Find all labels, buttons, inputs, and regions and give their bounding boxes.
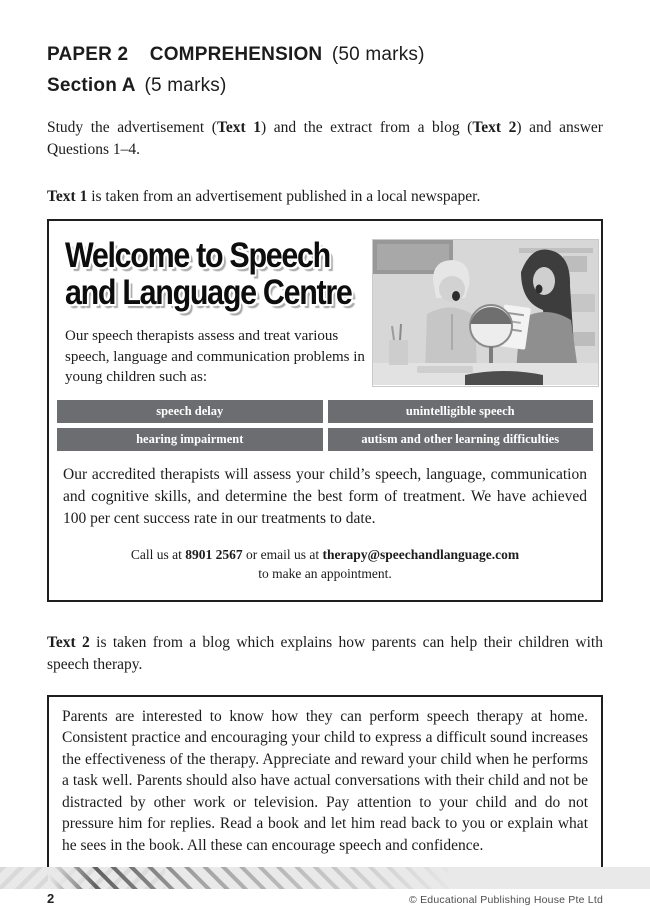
- section-marks: (5 marks): [144, 75, 227, 96]
- text1-source-line: [47, 186, 603, 208]
- text1-label: Text 1: [47, 187, 88, 205]
- instructions-part: ) and answer Questions 1–4.: [47, 119, 603, 159]
- copyright-notice: © Educational Publishing House Pte Ltd: [409, 894, 603, 906]
- decorative-stripe-band: [0, 867, 650, 889]
- text2-ref: Text 2: [472, 119, 517, 136]
- table-cell-autism-difficulties: autism and other learning difficulties: [328, 428, 594, 451]
- ad-heading-line1: Welcome to Speech: [65, 236, 330, 276]
- paper-title: [47, 44, 603, 66]
- text2-source-line: [47, 632, 603, 677]
- instructions-part: Study the advertisement (: [47, 119, 217, 136]
- ad-body-text: Our accredited therapists will assess your child’s speech, language, communication and cognitive skills, and determine the best form of treatment. We have achieved 100 per cent success rate in our treatments to date.: [63, 466, 587, 527]
- text2-label: Text 2: [47, 634, 90, 651]
- therapy-session-photo: [373, 240, 598, 385]
- instructions-text: [47, 117, 603, 162]
- problems-table: [57, 400, 593, 451]
- page-number: 2: [47, 891, 55, 906]
- cta-line2: to make an appointment.: [258, 566, 392, 582]
- paper-number: PAPER 2: [47, 44, 129, 65]
- email-address: therapy@speechandlanguage.com: [322, 547, 520, 563]
- ad-heading: [65, 236, 352, 313]
- blog-body-text: Parents are interested to know how they can perform speech therapy at home. Consistent practice and encouraging your child to express a difficult sound increases the effectiveness of the therapy. Appreciate and reward your child when he performs a task well. Parents should also have actual conversations with their child and not be distracted by other work or television. Pay attention to your child and do not pressure him for replies. Read a book and let him read back to you or explain what he sees in the book. All these can encourage speech and confidence.: [62, 707, 588, 854]
- paper-name: COMPREHENSION: [149, 44, 323, 65]
- paper-marks: (50 marks): [331, 44, 425, 65]
- ad-top-row: [57, 231, 593, 387]
- text1-source: is taken from an advertisement published in a local newspaper.: [87, 187, 481, 205]
- ad-contact-line: [57, 546, 593, 584]
- phone-number: 8901 2567: [185, 547, 243, 563]
- table-cell-unintelligible-speech: unintelligible speech: [328, 400, 594, 423]
- cta-text: or email us at: [242, 547, 323, 563]
- ad-left-column: [57, 231, 372, 387]
- ad-heading-line2: and Language Centre: [65, 273, 352, 313]
- text1-ref: Text 1: [216, 119, 261, 136]
- table-cell-speech-delay: speech delay: [57, 400, 323, 423]
- instructions-part: ) and the extract from a blog (: [260, 119, 473, 136]
- ad-lead-text: Our speech therapists assess and treat various speech, language and communication problems in young children such as:: [65, 328, 365, 385]
- section-name: Section A: [47, 75, 136, 96]
- text1-advertisement-box: [47, 219, 603, 602]
- ad-photo: [372, 239, 599, 387]
- text2-blog-box: [47, 695, 603, 870]
- text2-source: is taken from a blog which explains how parents can help their children with speech therapy.: [47, 634, 603, 674]
- section-title: [47, 75, 603, 97]
- page-footer: [47, 891, 603, 906]
- stripe-pattern: [0, 867, 650, 889]
- cta-text: Call us at: [130, 547, 186, 563]
- table-cell-hearing-impairment: hearing impairment: [57, 428, 323, 451]
